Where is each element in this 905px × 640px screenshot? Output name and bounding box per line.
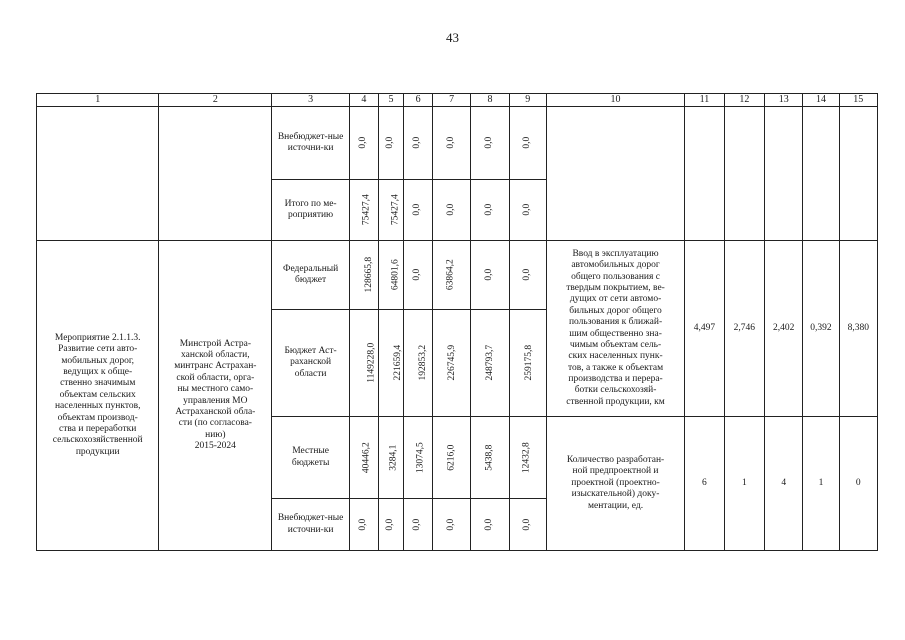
- value-cell: 0,0: [522, 518, 533, 531]
- col-header: 8: [471, 94, 509, 107]
- measure-description: Мероприятие 2.1.1.3. Развитие сети авто- мобильных дорог, ведущих к обще- ственно значимым объектам сельских населенных пунктов, объектам производ- ства и переработки сельскохозяйственной продукции: [37, 241, 159, 551]
- empty-cell: [724, 107, 764, 241]
- empty-cell: [37, 107, 159, 241]
- funding-source: Внебюджет-ные источни-ки: [272, 107, 350, 180]
- value-cell: 75427,4: [390, 194, 401, 226]
- indicator-value: 8,380: [839, 241, 877, 417]
- col-header: 5: [378, 94, 404, 107]
- col-header: 15: [839, 94, 877, 107]
- col-header: 10: [546, 94, 684, 107]
- indicator-value: 4,497: [685, 241, 724, 417]
- value-cell: 1149228,0: [366, 342, 377, 384]
- col-header: 2: [159, 94, 272, 107]
- value-cell: 226745,9: [447, 345, 458, 381]
- indicator-description: Количество разработан- ной предпроектной и проектной (проектно- изыскательной) доку- ментации, ед.: [546, 417, 684, 551]
- col-header: 12: [724, 94, 764, 107]
- value-cell: 128665,8: [364, 257, 375, 293]
- value-cell: 0,0: [522, 137, 533, 149]
- value-cell: 0,0: [484, 204, 495, 216]
- value-cell: 12432,8: [522, 442, 533, 473]
- value-cell: 0,0: [445, 204, 456, 216]
- value-cell: 0,0: [484, 137, 495, 149]
- value-cell: 3284,1: [388, 444, 399, 471]
- empty-cell: [839, 107, 877, 241]
- value-cell: 75427,4: [361, 194, 372, 226]
- value-cell: 0,0: [522, 204, 533, 216]
- col-header: 14: [803, 94, 839, 107]
- value-cell: 248793,7: [485, 345, 496, 381]
- value-cell: 63864,2: [445, 259, 456, 291]
- table-row: [37, 241, 878, 310]
- funding-source: Федеральный бюджет: [272, 241, 350, 310]
- col-header: 7: [432, 94, 470, 107]
- value-cell: 0,0: [358, 137, 369, 149]
- value-cell: 6216,0: [445, 444, 456, 471]
- value-cell: 0,0: [445, 518, 456, 531]
- value-cell: 0,0: [412, 137, 423, 149]
- col-header: 11: [685, 94, 724, 107]
- empty-cell: [803, 107, 839, 241]
- indicator-value: 1: [724, 417, 764, 551]
- page-number: 43: [446, 30, 459, 45]
- indicator-value: 0: [839, 417, 877, 551]
- indicator-description: Ввод в эксплуатацию автомобильных дорог общего пользования с твердым покрытием, ве- дущих от сети автомо- бильных дорог общего пользования к ближай- шим общественно зна- чимым объектам сель- ских населенных пунк- тов, а также к объектам производства и перера- ботки сельскохозяй- ственной продукции, км: [546, 241, 684, 417]
- value-cell: 0,0: [412, 204, 423, 216]
- funding-source: Местные бюджеты: [272, 417, 350, 499]
- program-table: [36, 93, 878, 551]
- executor-description: Минстрой Астра- ханской области, минтранс Астрахан- ской области, орга- ны местного само- управления МО Астраханской обла- сти (по согласова- нию) 2015-2024: [159, 241, 272, 551]
- value-cell: 5438,8: [484, 444, 495, 471]
- value-cell: 0,0: [385, 518, 396, 531]
- value-cell: 40446,2: [361, 442, 372, 473]
- value-cell: 0,0: [484, 269, 495, 281]
- empty-cell: [685, 107, 724, 241]
- col-header: 3: [272, 94, 350, 107]
- value-cell: 221659,4: [392, 345, 403, 381]
- col-header: 6: [404, 94, 433, 107]
- indicator-value: 6: [685, 417, 724, 551]
- indicator-value: 4: [765, 417, 803, 551]
- empty-cell: [765, 107, 803, 241]
- value-cell: 0,0: [412, 518, 423, 531]
- table-row: [37, 107, 878, 180]
- col-header: 4: [349, 94, 378, 107]
- indicator-value: 2,746: [724, 241, 764, 417]
- indicator-value: 0,392: [803, 241, 839, 417]
- col-header: 9: [509, 94, 546, 107]
- value-cell: 192853,2: [418, 345, 429, 381]
- empty-cell: [159, 107, 272, 241]
- col-header: 13: [765, 94, 803, 107]
- value-cell: 0,0: [484, 518, 495, 531]
- value-cell: 0,0: [412, 269, 423, 281]
- funding-source: Внебюджет-ные источни-ки: [272, 499, 350, 551]
- value-cell: 0,0: [445, 137, 456, 149]
- value-cell: 13074,5: [415, 442, 426, 473]
- funding-source: Итого по ме-роприятию: [272, 180, 350, 241]
- indicator-value: 1: [803, 417, 839, 551]
- empty-cell: [546, 107, 684, 241]
- indicator-value: 2,402: [765, 241, 803, 417]
- value-cell: 0,0: [358, 518, 369, 531]
- value-cell: 64801,6: [390, 259, 401, 291]
- col-header: 1: [37, 94, 159, 107]
- value-cell: 0,0: [522, 269, 533, 281]
- funding-source: Бюджет Аст-раханской области: [272, 310, 350, 417]
- value-cell: 0,0: [385, 137, 396, 149]
- value-cell: 259175,8: [523, 345, 534, 381]
- column-number-row: [37, 94, 878, 107]
